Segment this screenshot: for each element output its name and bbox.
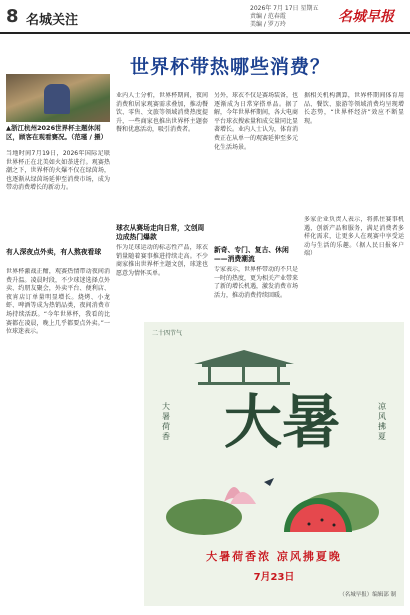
- poster-tag: 二十四节气: [152, 330, 183, 337]
- poster-credit: （名城早报）编辑部 制: [339, 592, 396, 598]
- pavilion-icon: [184, 346, 304, 386]
- article-col3-body2: 专家表示，世界杯带动的不只是一时的热度，更为相关产业带来了新的增长机遇，激发消费市场活力，推动消费持续回暖。: [214, 266, 298, 299]
- solar-term-poster: [144, 322, 404, 606]
- photo-person-icon: [44, 84, 70, 114]
- newspaper-logo: 名城早报: [338, 9, 394, 25]
- section-title: 名城关注: [26, 13, 79, 28]
- poster-vertical-left: 大暑荷香: [162, 402, 170, 441]
- article-col1-body: 世界杯激战正酣，观赛热情带动夜间消费升温。凌晨时段，不少球迷选择点外卖、约朋友聚会，外卖平台、便利店、夜宵店订单量明显增长。烧烤、小龙虾、啤酒等成为热销品类，夜间消费市场持续活跃。“今年世界杯，我看的比赛都在凌晨，晚上几乎都要点外卖。”一位球迷表示。: [6, 268, 110, 336]
- article-col5-body: 多家企业负责人表示，将抓住赛事机遇，创新产品和服务，满足消费者多样化需求，让更多人在观赛中享受运动与生活的乐趣。（据人民日报客户端）: [304, 216, 404, 258]
- subhead-1: 有人深夜点外卖，有人熬夜看球: [6, 248, 102, 256]
- article-col4-body: 据相关机构测算，世界杯期间体育用品、餐饮、旅游等领域消费均呈现增长态势，“世界杯经济”效应不断显现。: [304, 92, 404, 125]
- masthead: [0, 0, 410, 30]
- subhead-3: 新奇、专门、复古、休闲——消费潮流: [214, 246, 289, 263]
- article-col2-body2: 作为足球运动的标志性产品，球衣销量随着赛事推进持续走高。不少商家推出世界杯主题文创，球迷也愿意为情怀买单。: [116, 244, 208, 277]
- article-col1-intro: 当地时间7月19日，2026年国际足联世界杯正在北美如火如荼进行。观赛热潮之下，世界杯的火爆不仅在绿茵场，也逐渐从绿茵场延伸至消费市场，成为带动消费增长的新动力。: [6, 150, 110, 192]
- page-number: 8: [6, 6, 19, 27]
- poster-big-character: 大暑: [224, 388, 341, 456]
- subhead-2: 球衣从赛场走向日常，文创周边成热门爆款: [116, 224, 205, 241]
- lotus-watermelon-illustration: [164, 462, 384, 542]
- photo-caption: ▲浙江杭州2026世界杯主题休闲区，顾客在观看赛况。（范瑾 / 摄）: [6, 124, 108, 141]
- date-line: 2026年 7月 17日 星期五: [250, 5, 319, 12]
- poster-date: 7月23日: [253, 572, 295, 583]
- poster-slogan: 大暑荷香浓 凉风拂夏晚: [206, 550, 342, 563]
- article-photo: [6, 74, 110, 122]
- design-line: 美编 / 罗万玲: [250, 21, 286, 28]
- article-col3-body: 另外，球衣不仅是赛场装备，也逐渐成为日常穿搭单品。据了解，今年世界杯期间，各大电商平台球衣搜索量和成交量同比显著增长。业内人士认为，体育消费正在从单一的观赛延伸至多元化生活场景。: [214, 92, 298, 151]
- article-col2-body: 业内人士分析，世界杯期间，夜间消费和居家观赛需求叠加，推动餐饮、零售、文旅等领域消费热度提升，一些商家也推出世界杯主题套餐和优惠活动，吸引消费者。: [116, 92, 208, 134]
- article-headline: 世界杯带热哪些消费？: [130, 56, 331, 78]
- poster-vertical-right: 凉风拂夏: [378, 402, 386, 441]
- header-rule: [0, 32, 410, 34]
- editor-line: 责编 / 范春霞: [250, 13, 286, 20]
